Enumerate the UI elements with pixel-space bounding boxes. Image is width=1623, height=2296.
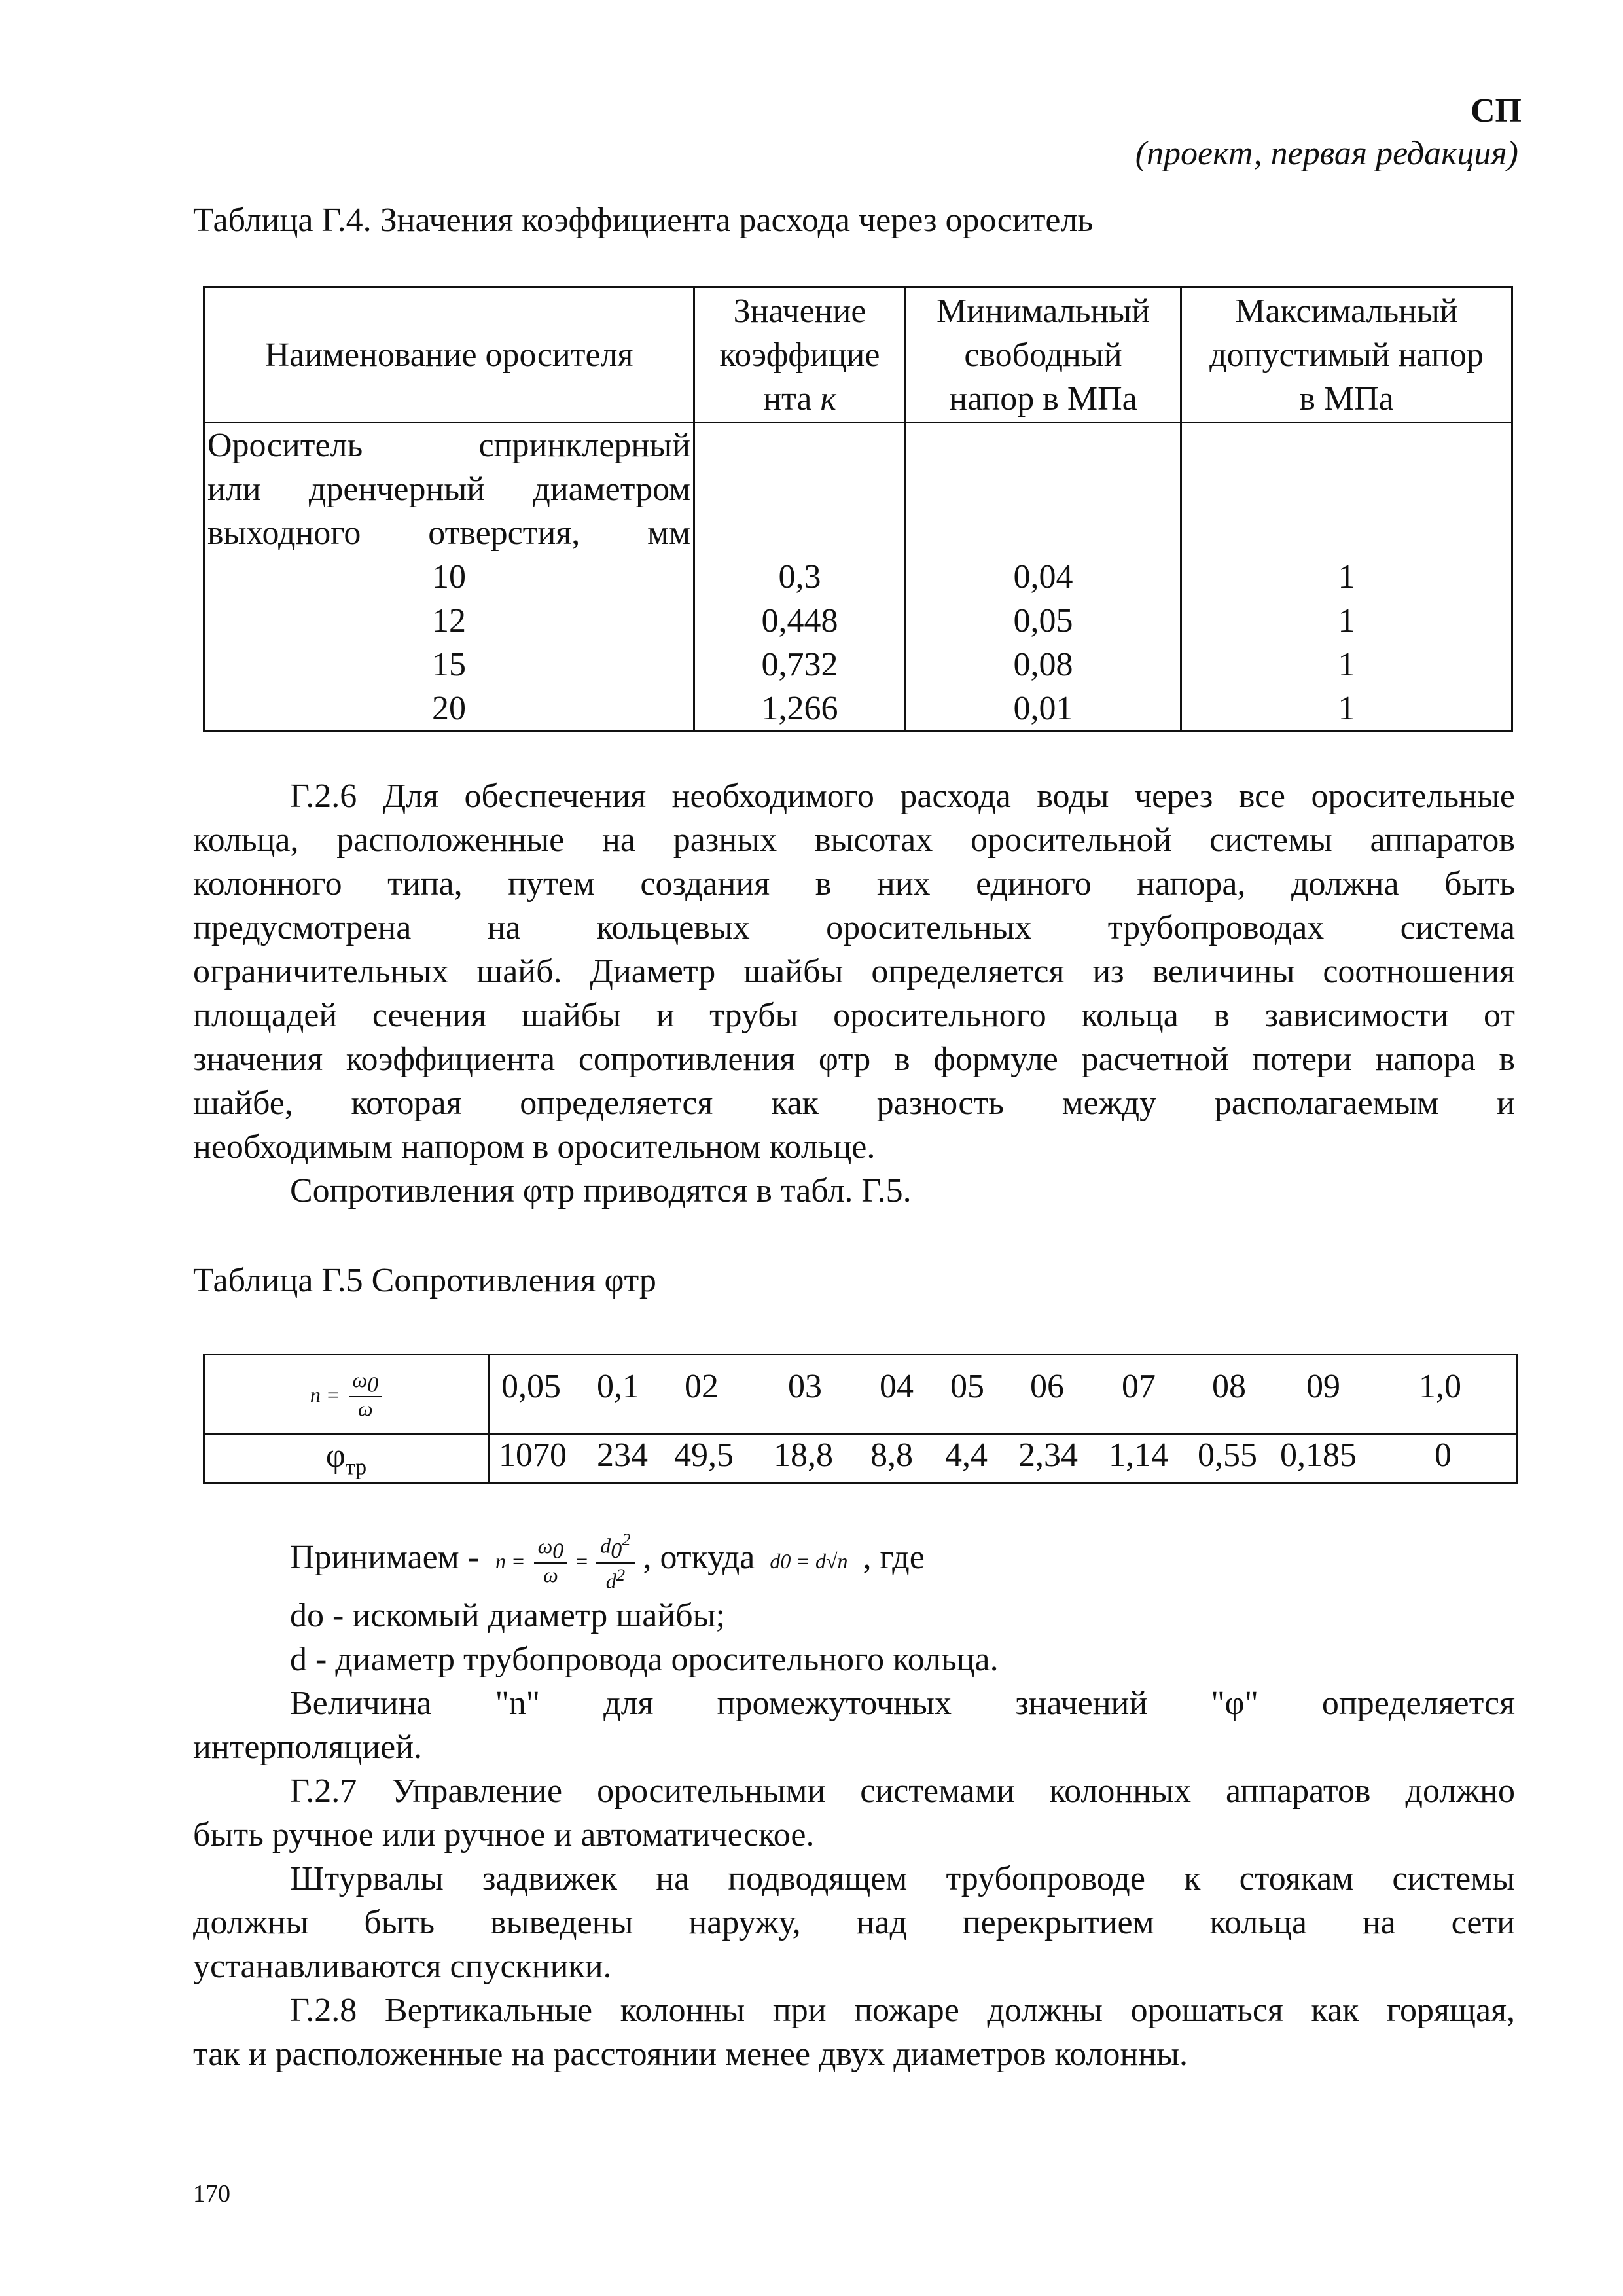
text-line: быть ручное или ручное и автоматическое. (193, 1816, 815, 1854)
paragraph-g26 (193, 774, 1515, 1213)
table5-phi-label: $\varphi_{тр}$ (204, 1434, 489, 1483)
table-cell: 1070 (499, 1437, 567, 1474)
table-cell: 15 (432, 646, 466, 683)
text-line: Штурвалы задвижек на подводящем трубопроводе к стоякам системы (290, 1860, 1515, 1897)
table-cell: 08 (1212, 1368, 1246, 1405)
omega-fraction: $\frac{\omega_0}{\omega}$ (534, 1535, 568, 1586)
text-line: устанавливаются спускники. (193, 1948, 612, 1985)
table-cell: 1 (1338, 558, 1355, 596)
table-cell: 8,8 (870, 1437, 913, 1474)
formula-line: Принимаем - n = $\frac{\omega_0}{\omega}$ = $\frac{d_0^2}{d^2}$ , откуда d0 = d√n , где (290, 1530, 925, 1593)
table-cell: 0 (1435, 1437, 1452, 1474)
table-cell: 2,34 (1018, 1437, 1078, 1474)
table4-col-min (906, 423, 1181, 732)
table4-col-name (204, 423, 694, 732)
table5-caption: Таблица Г.5 Сопротивления φтр (193, 1262, 656, 1299)
text-line: значения коэффициента сопротивления φтр в формуле расчетной потери напора в (193, 1041, 1515, 1078)
table-cell: 0,732 (761, 646, 838, 683)
formula-suffix: , где (863, 1538, 925, 1576)
table4-header-min: Минимальный свободный напор в МПа (906, 287, 1181, 423)
table-g5 (203, 1354, 1518, 1484)
formula-d0: d0 = d√n (770, 1549, 848, 1573)
text-line: площадей сечения шайбы и трубы оросительного кольца в зависимости от (193, 997, 1515, 1034)
table4-col-max (1181, 423, 1512, 732)
table-cell: 06 (1030, 1368, 1064, 1405)
table-cell: 0,05 (501, 1368, 561, 1405)
text-line: должны быть выведены наружу, над перекрытием кольца на сети (193, 1904, 1515, 1941)
text-line: Г.2.8 Вертикальные колонны при пожаре должны орошаться как горящая, (290, 1992, 1515, 2029)
table-cell: 0,08 (1013, 646, 1073, 683)
table4-desc-line: выходного отверстия, мм (207, 514, 690, 552)
definition-d0: do - искомый диаметр шайбы; (290, 1597, 726, 1634)
table-cell: 0,01 (1013, 690, 1073, 727)
table-cell: 0,1 (597, 1368, 639, 1405)
table-cell: 0,55 (1198, 1437, 1257, 1474)
table-cell: 05 (950, 1368, 984, 1405)
table-cell: 02 (685, 1368, 719, 1405)
table-cell: 12 (432, 602, 466, 639)
text-line: кольца, расположенные на разных высотах оросительной системы аппаратов (193, 821, 1515, 859)
table-cell: 18,8 (774, 1437, 833, 1474)
document-subtitle: (проект, первая редакция) (1135, 135, 1518, 172)
definition-d: d - диаметр трубопровода оросительного кольца. (290, 1641, 999, 1678)
table5-n-label: n = $\frac{\omega_0}{\omega}$ (204, 1355, 489, 1434)
table-cell: 07 (1122, 1368, 1156, 1405)
text-line: предусмотрена на кольцевых оросительных трубопроводах система (193, 909, 1515, 946)
table-g4 (203, 286, 1513, 732)
table5-phi-values (489, 1434, 1518, 1483)
omega-fraction: $\frac{\omega_0}{\omega}$ (349, 1369, 383, 1420)
table4-desc-line: или дренчерный диаметром (207, 471, 690, 508)
table-cell: 1 (1338, 690, 1355, 727)
table-cell: 0,04 (1013, 558, 1073, 596)
table-cell: 0,185 (1280, 1437, 1357, 1474)
text-line: интерполяцией. (193, 1729, 423, 1766)
table4-desc-line: Ороситель спринклерный (207, 427, 690, 464)
table-cell: 49,5 (674, 1437, 734, 1474)
table-cell: 1 (1338, 646, 1355, 683)
table4-header-k: Значение коэффицие нта к (694, 287, 906, 423)
text-line: ограничительных шайб. Диаметр шайбы определяется из величины соотношения (193, 953, 1515, 990)
table5-n-values (489, 1355, 1518, 1434)
table-cell: 1,0 (1419, 1368, 1461, 1405)
text-line: шайбе, которая определяется как разность между располагаемым и (193, 1085, 1515, 1122)
page-number: 170 (193, 2180, 230, 2208)
table-cell: 03 (788, 1368, 822, 1405)
table-cell: 1,14 (1109, 1437, 1168, 1474)
table-cell: 234 (597, 1437, 648, 1474)
table4-col-k (694, 423, 906, 732)
formula-prefix: Принимаем - (290, 1538, 479, 1576)
text-line: необходимым напором в оросительном кольце. (193, 1128, 876, 1166)
text-line: так и расположенные на расстоянии менее двух диаметров колонны. (193, 2036, 1188, 2073)
text-line: Величина "n" для промежуточных значений "φ" определяется (290, 1685, 1515, 1722)
table-cell: 20 (432, 690, 466, 727)
table-cell: 09 (1306, 1368, 1340, 1405)
resistance-reference: Сопротивления φтр приводятся в табл. Г.5. (290, 1172, 912, 1210)
table-cell: 1,266 (761, 690, 838, 727)
document-code: СП (1471, 92, 1522, 130)
table-cell: 0,448 (761, 602, 838, 639)
table-cell: 0,05 (1013, 602, 1073, 639)
text-line: колонного типа, путем создания в них единого напора, должна быть (193, 865, 1515, 903)
text-line: Г.2.7 Управление оросительными системами колонных аппаратов должно (290, 1772, 1515, 1810)
table4-caption: Таблица Г.4. Значения коэффициента расхода через ороситель (193, 202, 1094, 239)
diameter-fraction: $\frac{d_0^2}{d^2}$ (596, 1528, 634, 1592)
table-cell: 1 (1338, 602, 1355, 639)
formula-mid: , откуда (643, 1538, 755, 1576)
table4-header-name: Наименование оросителя (204, 287, 694, 423)
text-line: Г.2.6 Для обеспечения необходимого расхода воды через все оросительные (290, 778, 1515, 815)
definitions (193, 1594, 1515, 2076)
table-cell: 10 (432, 558, 466, 596)
table-cell: 4,4 (945, 1437, 988, 1474)
table-cell: 0,3 (778, 558, 821, 596)
table4-header-max: Максимальный допустимый напор в МПа (1181, 287, 1512, 423)
table-cell: 04 (880, 1368, 914, 1405)
